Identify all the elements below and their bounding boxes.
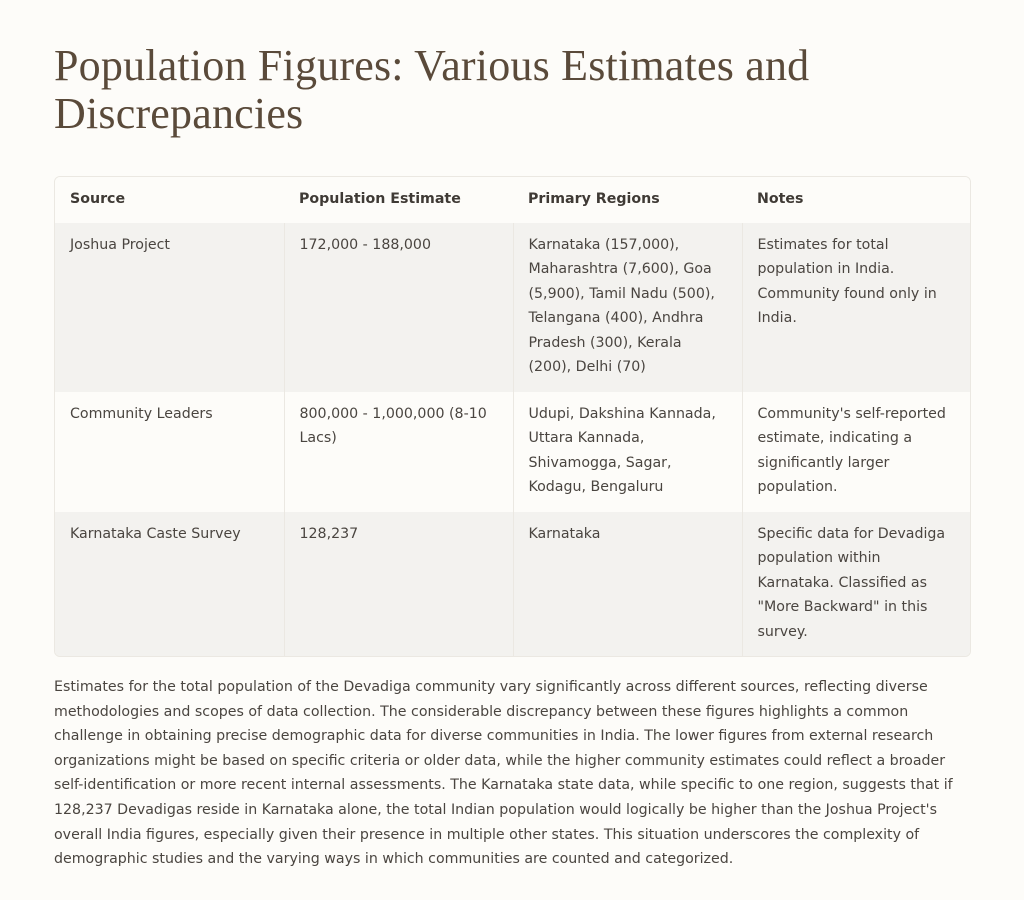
cell-estimate: 128,237 bbox=[284, 512, 513, 657]
column-header-source: Source bbox=[55, 177, 284, 223]
column-header-notes: Notes bbox=[742, 177, 970, 223]
cell-regions: Udupi, Dakshina Kannada, Uttara Kannada, Shivamogga, Sagar, Kodagu, Bengaluru bbox=[513, 392, 742, 512]
cell-source: Community Leaders bbox=[55, 392, 284, 512]
cell-source: Joshua Project bbox=[55, 223, 284, 392]
population-table bbox=[55, 177, 970, 656]
population-table-container bbox=[54, 176, 971, 657]
cell-notes: Specific data for Devadiga population within Karnataka. Classified as "More Backward" in this survey. bbox=[742, 512, 970, 657]
table-row bbox=[55, 392, 970, 512]
cell-regions: Karnataka bbox=[513, 512, 742, 657]
column-header-primary-regions: Primary Regions bbox=[513, 177, 742, 223]
cell-regions: Karnataka (157,000), Maharashtra (7,600), Goa (5,900), Tamil Nadu (500), Telangana (400), Andhra Pradesh (300), Kerala (200), Delhi (70) bbox=[513, 223, 742, 392]
cell-notes: Community's self-reported estimate, indicating a significantly larger population. bbox=[742, 392, 970, 512]
page-title: Population Figures: Various Estimates and Discrepancies bbox=[54, 41, 810, 138]
cell-source: Karnataka Caste Survey bbox=[55, 512, 284, 657]
cell-estimate: 800,000 - 1,000,000 (8-10 Lacs) bbox=[284, 392, 513, 512]
table-header-row bbox=[55, 177, 970, 223]
cell-estimate: 172,000 - 188,000 bbox=[284, 223, 513, 392]
column-header-population-estimate: Population Estimate bbox=[284, 177, 513, 223]
cell-notes: Estimates for total population in India. Community found only in India. bbox=[742, 223, 970, 392]
summary-paragraph: Estimates for the total population of the Devadiga community vary significantly across different sources, reflecting diverse methodologies and scopes of data collection. The considerable discrepancy between these figures highlights a common challenge in obtaining precise demographic data for diverse communities in India. The lower figures from external research organizations might be based on specific criteria or older data, while the higher community estimates could reflect a broader self-identification or more recent internal assessments. The Karnataka state data, while specific to one region, suggests that if 128,237 Devadigas reside in Karnataka alone, the total Indian population would logically be higher than the Joshua Project's overall India figures, especially given their presence in multiple other states. This situation underscores the complexity of demographic studies and the varying ways in which communities are counted and categorized. bbox=[54, 679, 953, 868]
table-row bbox=[55, 223, 970, 392]
table-row bbox=[55, 512, 970, 657]
